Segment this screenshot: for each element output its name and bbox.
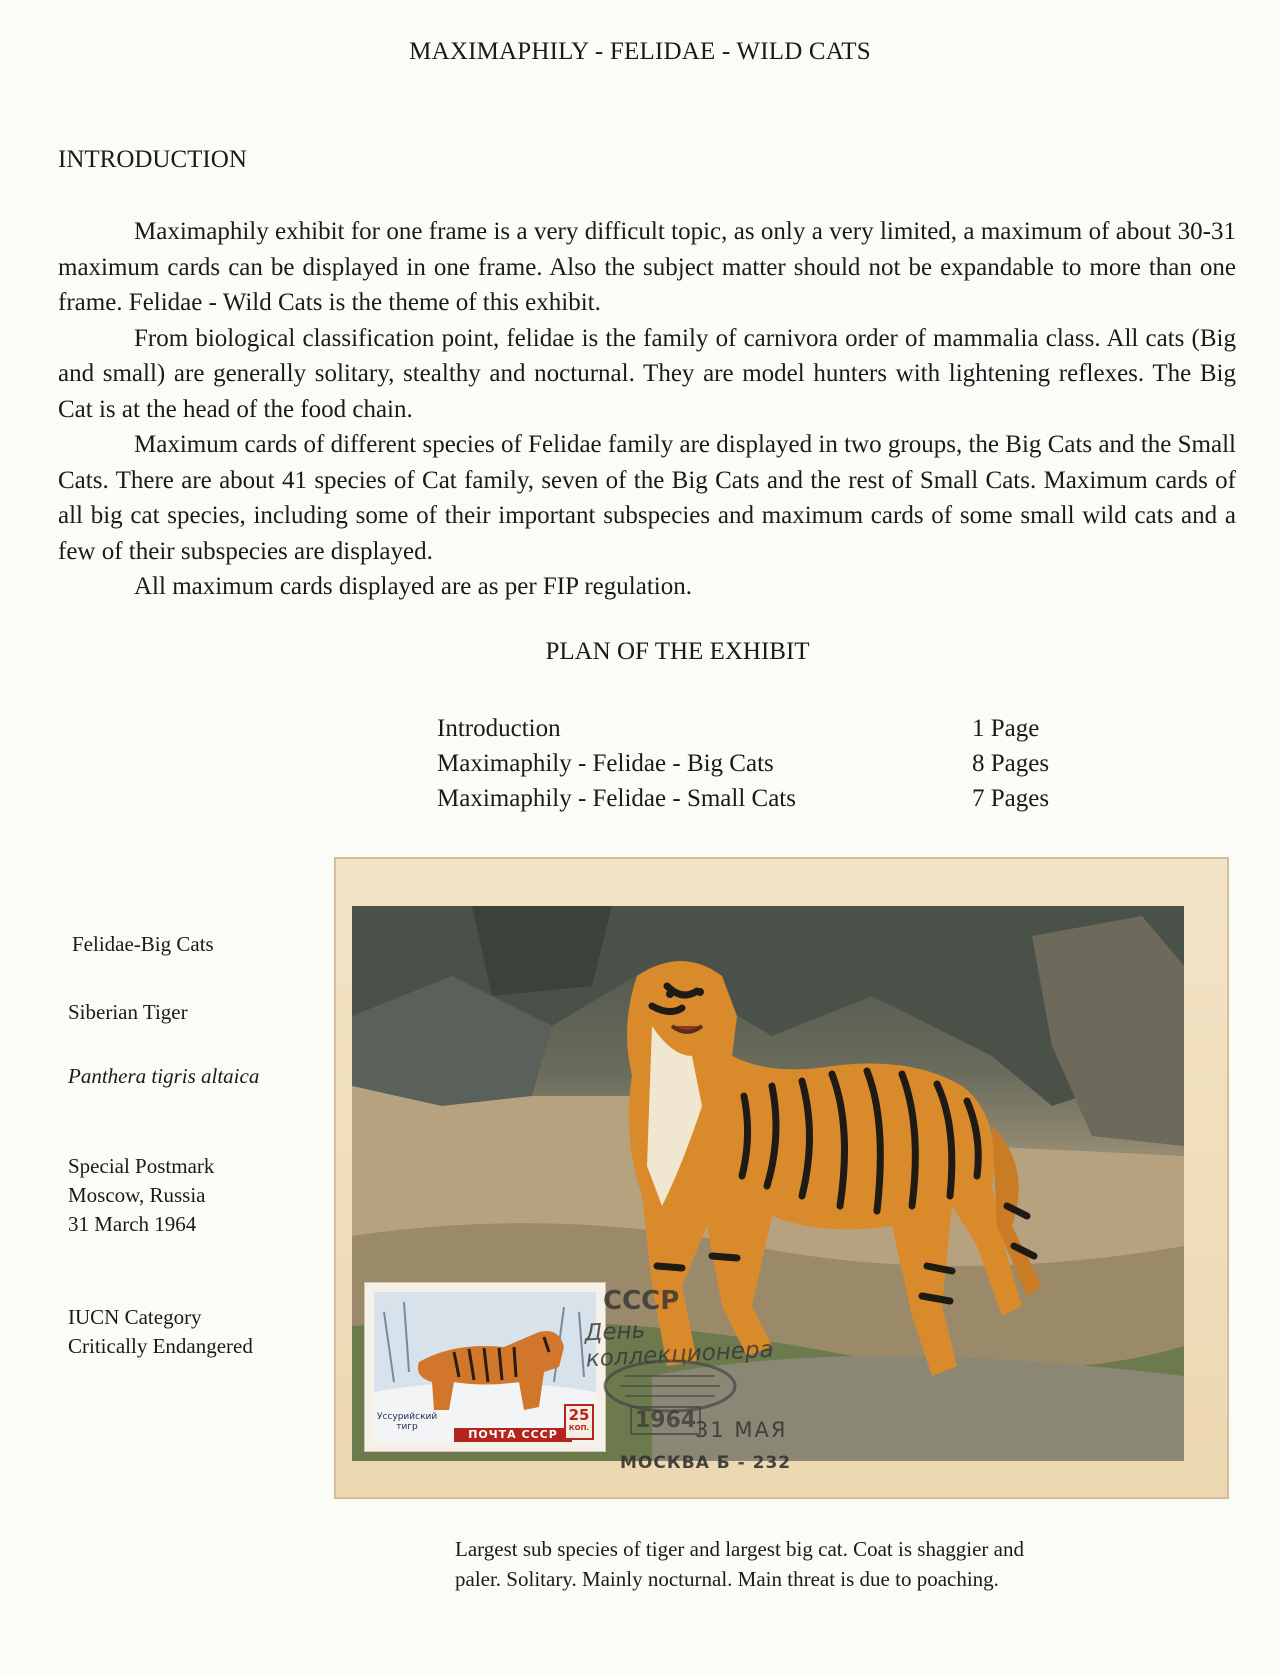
plan-count: 8 Pages: [972, 750, 1050, 777]
stamp-name-line: тигр: [396, 1422, 418, 1432]
plan-count: 7 Pages: [972, 785, 1050, 812]
stamp-name-line: Уссурийский: [377, 1412, 438, 1422]
plan-heading: PLAN OF THE EXHIBIT: [545, 638, 810, 665]
plan-item: Maximaphily - Felidae - Small Cats: [437, 785, 796, 812]
postmark-type: Special Postmark: [68, 1154, 215, 1178]
iucn-label: IUCN Category: [68, 1305, 202, 1329]
plan-count: 1 Page: [972, 715, 1040, 742]
intro-paragraph: Maximaphily exhibit for one frame is a very difficult topic, as only a very limited, a maximum of about 30-31 maximum cards can be displayed in one frame. Also the subject matter should not be expandable to more than one frame. Felidae - Wild Cats is the theme of this exhibit.: [58, 218, 1236, 316]
stamp-tiger-art: [374, 1292, 596, 1442]
intro-paragraph: From biological classification point, felidae is the family of carnivora order of mammalia class. All cats (Big and small) are generally solitary, stealthy and nocturnal. They are model hunters with lightening reflexes. The Big Cat is at the head of the food chain.: [58, 324, 1236, 423]
plan-item: Maximaphily - Felidae - Big Cats: [437, 750, 774, 777]
intro-heading: INTRODUCTION: [58, 146, 247, 173]
intro-paragraph: All maximum cards displayed are as per FIP regulation.: [134, 573, 692, 600]
stamp-currency: КОП.: [568, 1424, 590, 1432]
caption-line: paler. Solitary. Mainly nocturnal. Main threat is due to poaching.: [455, 1567, 999, 1591]
intro-paragraph: Maximum cards of different species of Felidae family are displayed in two groups, the Big Cats and the Small Cats. There are about 41 species of Cat family, seven of the Big Cats and the rest of Small Cats. Maximum cards of all big cat species, including some of their important subspecies and maximum cards of some small wild cats and a few of their subspecies are displayed.: [58, 431, 1236, 565]
plan-item: Introduction: [437, 715, 561, 742]
group-label: Felidae-Big Cats: [72, 932, 214, 956]
postmark-cancellation: [585, 1286, 835, 1496]
scientific-name: Panthera tigris altaica: [68, 1064, 260, 1088]
plan-row: [437, 711, 1092, 746]
card-caption: [455, 1534, 1155, 1594]
postmark-date-stamp: 31 МАЯ: [695, 1418, 788, 1442]
iucn-status: Critically Endangered: [68, 1334, 253, 1358]
postmark-place: Moscow, Russia: [68, 1183, 206, 1207]
postage-stamp: [365, 1283, 605, 1451]
stamp-species-label: [377, 1412, 437, 1432]
intro-body: [58, 214, 1236, 605]
stamp-country: ПОЧТА СССР: [454, 1428, 572, 1442]
stamp-value: 25: [568, 1406, 590, 1424]
common-name: Siberian Tiger: [68, 1000, 188, 1024]
plan-table: [437, 711, 1092, 816]
plan-row: [437, 781, 1092, 816]
plan-row: [437, 746, 1092, 781]
postmark-city: МОСКВА Б - 232: [620, 1453, 792, 1473]
postmark-date: 31 March 1964: [68, 1212, 197, 1236]
caption-line: Largest sub species of tiger and largest big cat. Coat is shaggier and: [455, 1537, 1024, 1561]
postmark-country: СССР: [603, 1286, 680, 1316]
postmark-event: День коллекционера: [583, 1317, 775, 1373]
page-title: MAXIMAPHILY - FELIDAE - WILD CATS: [409, 38, 871, 65]
postmark-year: 1964: [630, 1406, 701, 1435]
